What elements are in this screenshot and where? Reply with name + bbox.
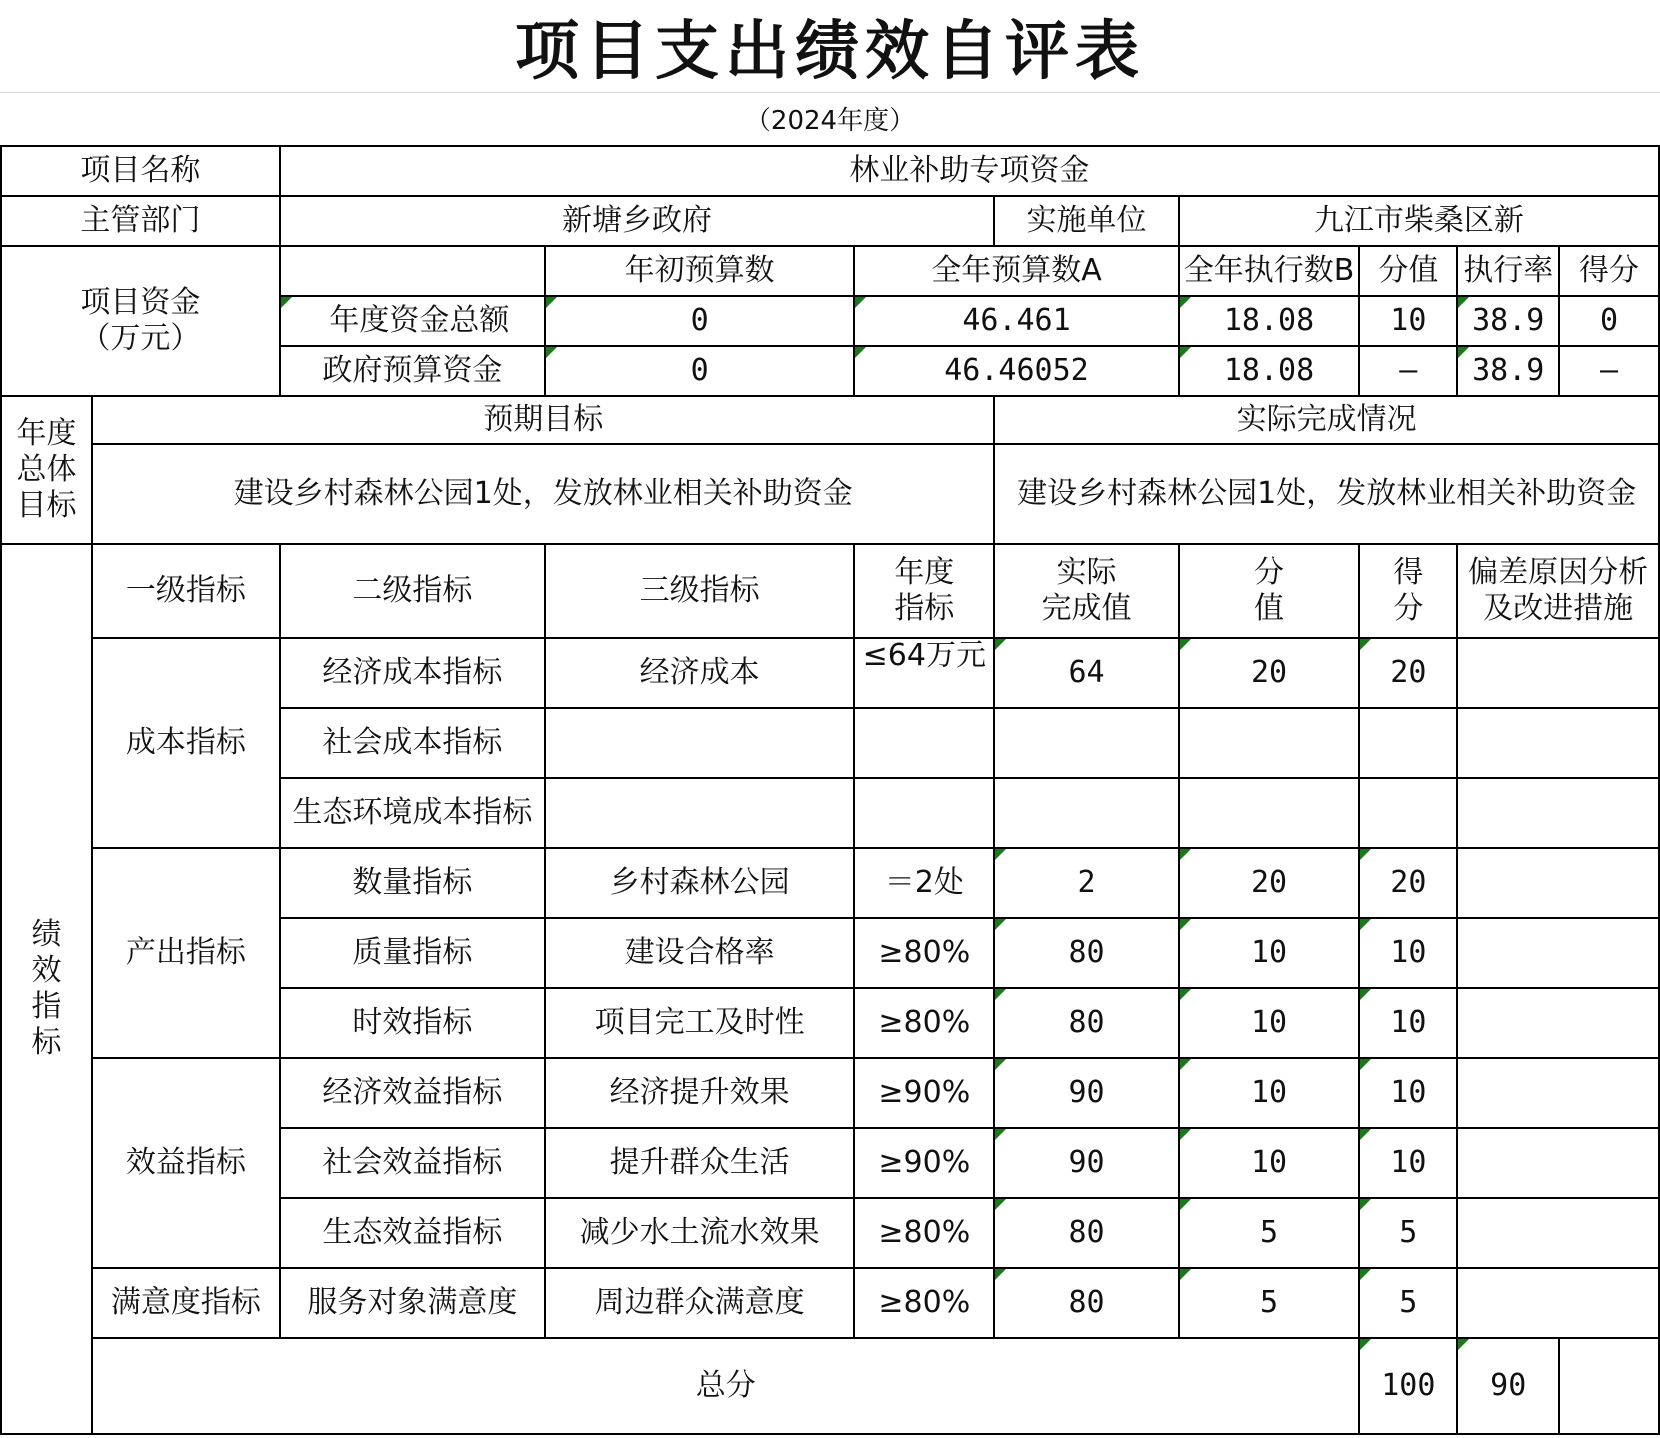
dept-value: 新塘乡政府 — [280, 196, 995, 246]
indicator-target — [854, 708, 994, 778]
indicator-actual: 2 — [994, 848, 1178, 918]
indicator-level3 — [545, 708, 854, 778]
indicator-score: 20 — [1359, 848, 1457, 918]
funds-header-initial: 年初预算数 — [545, 246, 854, 296]
goals-label: 年度 总体 目标 — [1, 396, 92, 544]
indicator-value: 10 — [1179, 1058, 1360, 1128]
funds-header-score-value: 分值 — [1359, 246, 1457, 296]
indicator-actual: 80 — [994, 1198, 1178, 1268]
indicator-note — [1457, 918, 1659, 988]
indicator-level3 — [545, 778, 854, 848]
indicator-header-level2: 二级指标 — [280, 544, 545, 638]
indicator-level2: 经济效益指标 — [280, 1058, 545, 1128]
indicator-row — [1, 638, 1659, 708]
indicator-level2: 社会效益指标 — [280, 1128, 545, 1198]
indicator-target: ≥80% — [854, 918, 994, 988]
funds-annual: 46.461 — [854, 296, 1178, 346]
indicator-target: ≤64万元 — [854, 638, 994, 708]
indicator-row — [1, 1268, 1659, 1338]
indicators-label: 绩 效 指 标 — [1, 544, 92, 1434]
indicator-value: 5 — [1179, 1198, 1360, 1268]
indicator-header-level3: 三级指标 — [545, 544, 854, 638]
funds-header-blank — [280, 246, 545, 296]
indicator-level3: 提升群众生活 — [545, 1128, 854, 1198]
indicator-target: ＝2处 — [854, 848, 994, 918]
funds-header-annual: 全年预算数A — [854, 246, 1178, 296]
page-subtitle: （2024年度） — [744, 105, 916, 136]
self-evaluation-table — [0, 145, 1660, 1435]
indicator-level3: 经济提升效果 — [545, 1058, 854, 1128]
indicator-level1: 产出指标 — [92, 848, 280, 1058]
indicator-note — [1457, 778, 1659, 848]
goals-header-row — [1, 396, 1659, 444]
funds-header-row — [1, 246, 1659, 296]
goals-expected-header: 预期目标 — [92, 396, 994, 444]
funds-initial: 0 — [545, 296, 854, 346]
goals-actual-header: 实际完成情况 — [994, 396, 1659, 444]
page-title: 项目支出绩效自评表 — [515, 14, 1145, 89]
indicator-note — [1457, 638, 1659, 708]
indicator-note — [1457, 1058, 1659, 1128]
indicator-header-target: 年度 指标 — [854, 544, 994, 638]
funds-initial: 0 — [545, 346, 854, 396]
indicator-level3: 乡村森林公园 — [545, 848, 854, 918]
indicator-level3: 周边群众满意度 — [545, 1268, 854, 1338]
indicator-note — [1457, 988, 1659, 1058]
title-divider — [0, 92, 1660, 93]
indicator-level2: 经济成本指标 — [280, 638, 545, 708]
indicator-level2: 质量指标 — [280, 918, 545, 988]
funds-rate: 38.9 — [1457, 346, 1559, 396]
indicator-level2: 生态效益指标 — [280, 1198, 545, 1268]
indicator-level3: 经济成本 — [545, 638, 854, 708]
indicator-score: 5 — [1359, 1198, 1457, 1268]
project-name-value: 林业补助专项资金 — [280, 146, 1659, 196]
total-value: 100 — [1359, 1338, 1457, 1434]
indicator-level3: 建设合格率 — [545, 918, 854, 988]
funds-header-score: 得分 — [1559, 246, 1659, 296]
funds-score-value: 10 — [1359, 296, 1457, 346]
goals-expected-text: 建设乡村森林公园1处，发放林业相关补助资金 — [92, 444, 994, 544]
indicator-level2: 社会成本指标 — [280, 708, 545, 778]
indicator-note — [1457, 708, 1659, 778]
funds-annual: 46.46052 — [854, 346, 1178, 396]
funds-score: — — [1559, 346, 1659, 396]
indicator-score: 5 — [1359, 1268, 1457, 1338]
indicator-level1: 满意度指标 — [92, 1268, 280, 1338]
indicator-note — [1457, 1268, 1659, 1338]
indicator-target: ≥90% — [854, 1128, 994, 1198]
indicator-value: 10 — [1179, 988, 1360, 1058]
indicator-note — [1457, 1198, 1659, 1268]
indicator-header-note: 偏差原因分析 及改进措施 — [1457, 544, 1659, 638]
indicator-note — [1457, 848, 1659, 918]
indicator-score: 20 — [1359, 638, 1457, 708]
project-name-row — [1, 146, 1659, 196]
funds-executed: 18.08 — [1179, 346, 1360, 396]
indicator-actual: 90 — [994, 1058, 1178, 1128]
indicator-target: ≥90% — [854, 1058, 994, 1128]
total-label: 总分 — [92, 1338, 1359, 1434]
funds-header-executed: 全年执行数B — [1179, 246, 1360, 296]
project-name-label: 项目名称 — [1, 146, 280, 196]
indicator-level3: 项目完工及时性 — [545, 988, 854, 1058]
funds-row-label: 政府预算资金 — [280, 346, 545, 396]
indicator-score — [1359, 778, 1457, 848]
funds-score: 0 — [1559, 296, 1659, 346]
indicator-level2: 时效指标 — [280, 988, 545, 1058]
indicator-score: 10 — [1359, 918, 1457, 988]
indicator-header-row — [1, 544, 1659, 638]
total-score: 90 — [1457, 1338, 1559, 1434]
indicator-actual: 80 — [994, 918, 1178, 988]
indicator-row — [1, 1058, 1659, 1128]
indicator-value — [1179, 778, 1360, 848]
indicator-value: 20 — [1179, 638, 1360, 708]
indicator-target — [854, 778, 994, 848]
indicator-level1: 成本指标 — [92, 638, 280, 848]
impl-unit-label: 实施单位 — [994, 196, 1178, 246]
funds-row-label: 年度资金总额 — [280, 296, 545, 346]
indicator-actual — [994, 778, 1178, 848]
funds-rate: 38.9 — [1457, 296, 1559, 346]
indicator-level2: 服务对象满意度 — [280, 1268, 545, 1338]
goals-content-row — [1, 444, 1659, 544]
indicator-level2: 数量指标 — [280, 848, 545, 918]
funds-label: 项目资金 （万元） — [1, 246, 280, 396]
indicator-actual: 90 — [994, 1128, 1178, 1198]
department-row — [1, 196, 1659, 246]
indicator-level3: 减少水土流水效果 — [545, 1198, 854, 1268]
indicator-target: ≥80% — [854, 988, 994, 1058]
indicator-header-score: 得 分 — [1359, 544, 1457, 638]
indicator-score: 10 — [1359, 1058, 1457, 1128]
indicator-level1: 效益指标 — [92, 1058, 280, 1268]
total-note — [1559, 1338, 1659, 1434]
indicator-header-level1: 一级指标 — [92, 544, 280, 638]
indicator-score: 10 — [1359, 1128, 1457, 1198]
indicator-actual — [994, 708, 1178, 778]
indicator-value — [1179, 708, 1360, 778]
indicator-actual: 80 — [994, 1268, 1178, 1338]
indicator-actual: 64 — [994, 638, 1178, 708]
impl-unit-value: 九江市柴桑区新 — [1179, 196, 1659, 246]
indicator-value: 10 — [1179, 918, 1360, 988]
indicator-actual: 80 — [994, 988, 1178, 1058]
indicator-value: 5 — [1179, 1268, 1360, 1338]
total-row — [1, 1338, 1659, 1434]
indicator-value: 10 — [1179, 1128, 1360, 1198]
goals-actual-text: 建设乡村森林公园1处，发放林业相关补助资金 — [994, 444, 1659, 544]
indicator-level2: 生态环境成本指标 — [280, 778, 545, 848]
funds-score-value: — — [1359, 346, 1457, 396]
funds-executed: 18.08 — [1179, 296, 1360, 346]
indicator-target: ≥80% — [854, 1198, 994, 1268]
indicator-note — [1457, 1128, 1659, 1198]
indicator-header-actual: 实际 完成值 — [994, 544, 1178, 638]
dept-label: 主管部门 — [1, 196, 280, 246]
indicator-score: 10 — [1359, 988, 1457, 1058]
indicator-target: ≥80% — [854, 1268, 994, 1338]
indicator-score — [1359, 708, 1457, 778]
indicator-row — [1, 848, 1659, 918]
funds-header-rate: 执行率 — [1457, 246, 1559, 296]
indicator-value: 20 — [1179, 848, 1360, 918]
indicator-header-value: 分 值 — [1179, 544, 1360, 638]
